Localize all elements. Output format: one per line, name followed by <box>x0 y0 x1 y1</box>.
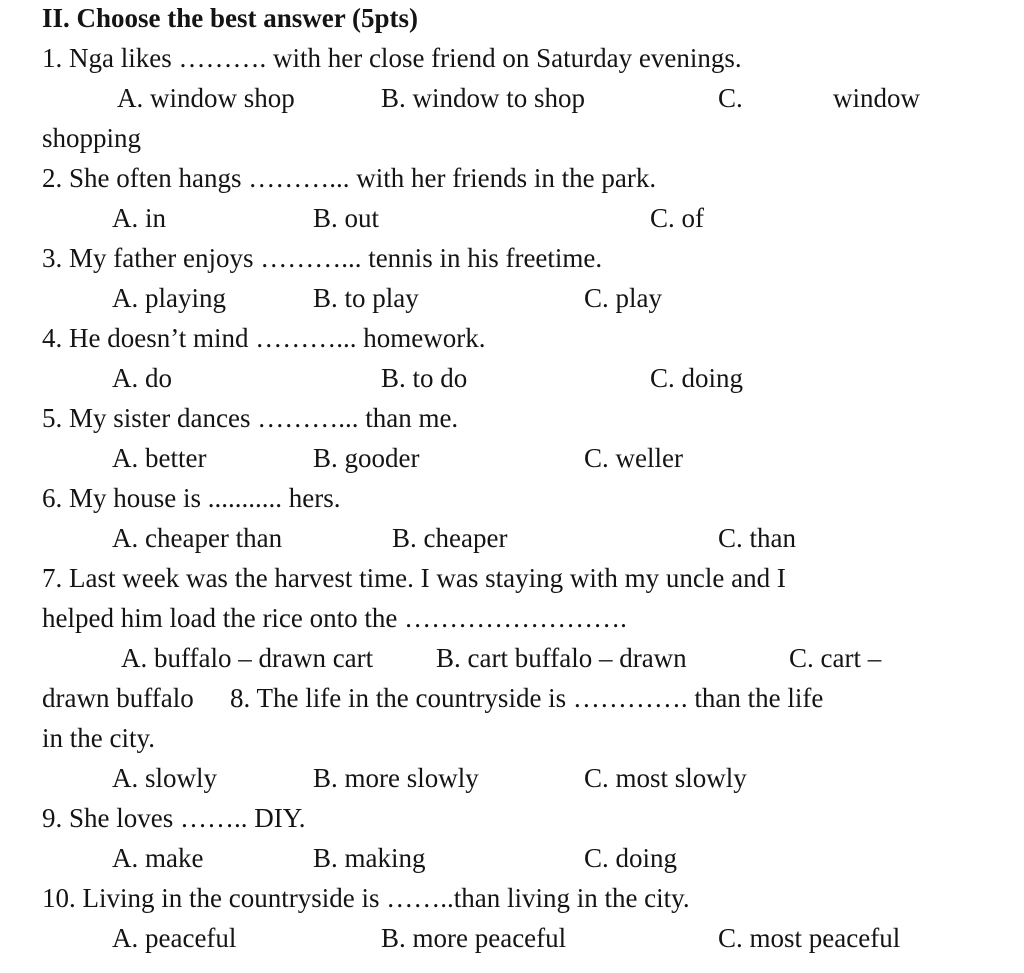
option-b: B. making <box>313 843 426 873</box>
question-3-stem: 3. My father enjoys ………... tennis in his freetime. <box>42 243 603 273</box>
option-c: C. most peaceful <box>718 923 901 953</box>
option-c: C. play <box>584 283 662 313</box>
option-c: C. most slowly <box>584 763 747 793</box>
option-a: A. window shop <box>117 83 295 113</box>
option-a: A. better <box>112 443 207 473</box>
option-b: B. to play <box>313 283 419 313</box>
question-9-stem: 9. She loves …….. DIY. <box>42 803 306 833</box>
option-c: C. <box>718 83 743 113</box>
option-c-text-continued: drawn buffalo <box>42 683 194 713</box>
option-c: C. weller <box>584 443 683 473</box>
option-c: C. than <box>718 523 796 553</box>
question-10-stem: 10. Living in the countryside is ……..than living in the city. <box>42 883 690 913</box>
option-b: B. cheaper <box>392 523 508 553</box>
option-b: B. window to shop <box>381 83 586 113</box>
question-8-stem-line-2: in the city. <box>42 723 155 753</box>
option-c: C. doing <box>584 843 678 873</box>
option-b: B. more slowly <box>313 763 479 793</box>
question-4-stem: 4. He doesn’t mind ………... homework. <box>42 323 486 353</box>
option-a: A. playing <box>112 283 226 313</box>
option-a: A. make <box>112 843 204 873</box>
option-a: A. cheaper than <box>112 523 283 553</box>
question-1-stem: 1. Nga likes ………. with her close friend on Saturday evenings. <box>42 43 742 73</box>
option-a: A. peaceful <box>112 923 237 953</box>
section-title: II. Choose the best answer (5pts) <box>42 3 419 33</box>
question-2-stem: 2. She often hangs ………... with her friends in the park. <box>42 163 657 193</box>
option-c: C. cart – <box>789 643 882 673</box>
option-a: A. buffalo – drawn cart <box>121 643 374 673</box>
question-6-stem: 6. My house is ........... hers. <box>42 483 341 513</box>
question-8-stem-line-1: 8. The life in the countryside is …………. than the life <box>230 683 824 713</box>
option-c: C. of <box>650 203 704 233</box>
question-7-stem-line-2: helped him load the rice onto the ……………………. <box>42 603 627 633</box>
option-b: B. more peaceful <box>381 923 567 953</box>
option-b: B. gooder <box>313 443 420 473</box>
option-c-text-continued: shopping <box>42 123 142 153</box>
option-a: A. slowly <box>112 763 218 793</box>
option-b: B. out <box>313 203 380 233</box>
option-a: A. in <box>112 203 166 233</box>
option-a: A. do <box>112 363 172 393</box>
option-c-text: window <box>833 83 920 113</box>
question-5-stem: 5. My sister dances ………... than me. <box>42 403 459 433</box>
option-b: B. cart buffalo – drawn <box>436 643 687 673</box>
option-b: B. to do <box>381 363 468 393</box>
option-c: C. doing <box>650 363 744 393</box>
question-7-stem-line-1: 7. Last week was the harvest time. I was staying with my uncle and I <box>42 563 786 593</box>
